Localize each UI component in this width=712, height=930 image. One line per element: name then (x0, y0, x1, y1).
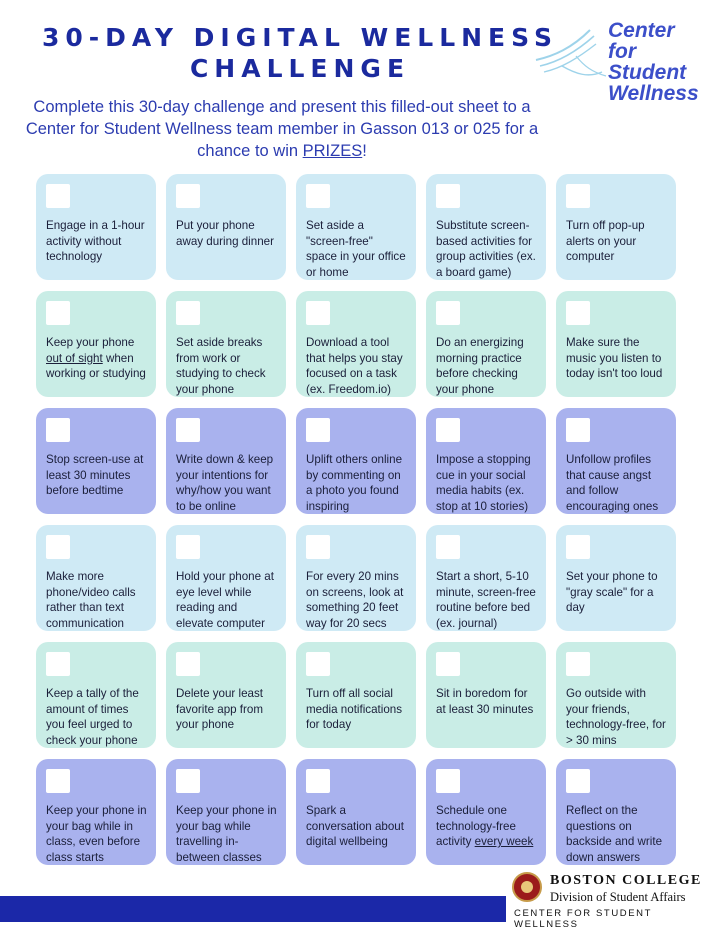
checkbox[interactable] (436, 652, 460, 676)
center-logo (532, 18, 704, 105)
challenge-card (556, 174, 676, 280)
checkbox[interactable] (46, 652, 70, 676)
challenge-text-pre: Sit in boredom for at least 30 minutes (436, 687, 534, 716)
checkbox[interactable] (306, 301, 330, 325)
challenge-card (426, 408, 546, 514)
challenge-card (36, 525, 156, 631)
challenge-text-pre: Substitute screen-based activities for group activities (ex. a board game) (436, 219, 536, 279)
intro-text: Complete this 30-day challenge and present this filled-out sheet to a Center for Student Wellness team member in Gasson 013 or 025 for a chance to win (25, 98, 539, 160)
bird-logo-icon (532, 26, 612, 86)
division-name: Division of Student Affairs (550, 890, 686, 904)
challenge-text-pre: Reflect on the questions on backside and write down answers (566, 804, 663, 864)
challenge-card (166, 525, 286, 631)
checkbox[interactable] (436, 301, 460, 325)
footer-bar (0, 896, 506, 922)
challenge-text (306, 218, 407, 280)
challenge-text-post: when working or studying (46, 351, 146, 381)
challenge-card (296, 174, 416, 280)
challenge-text-pre: Write down & keep your intentions for why/how you want to be online (176, 453, 274, 513)
challenge-card (296, 759, 416, 865)
challenge-card (36, 642, 156, 748)
challenge-grid (36, 174, 676, 865)
challenge-card (166, 291, 286, 397)
challenge-card (36, 408, 156, 514)
challenge-text (436, 335, 537, 397)
challenge-text-pre: Do an energizing morning practice before checking your phone (436, 336, 524, 396)
bc-seal-icon (512, 872, 542, 902)
challenge-text (46, 335, 147, 382)
checkbox[interactable] (436, 769, 460, 793)
challenge-text (306, 335, 407, 397)
checkbox[interactable] (176, 301, 200, 325)
challenge-text (176, 686, 277, 733)
challenge-text-pre: Unfollow profiles that cause angst and follow encouraging ones (566, 453, 659, 513)
challenge-text-pre: Download a tool that helps you stay focused on a task (ex. Freedom.io) (306, 336, 403, 396)
challenge-text-u: every week (474, 835, 534, 849)
challenge-card (556, 291, 676, 397)
challenge-text (436, 803, 537, 850)
challenge-card (166, 759, 286, 865)
challenge-text-pre: Set your phone to "gray scale" for a day (566, 570, 658, 615)
challenge-card (556, 642, 676, 748)
checkbox[interactable] (176, 535, 200, 559)
checkbox[interactable] (306, 769, 330, 793)
intro-end: ! (362, 142, 367, 160)
challenge-text (566, 452, 667, 514)
challenge-text-pre: Engage in a 1-hour activity without technology (46, 219, 145, 264)
checkbox[interactable] (46, 535, 70, 559)
checkbox[interactable] (566, 769, 590, 793)
checkbox[interactable] (436, 184, 460, 208)
challenge-text-pre: Turn off all social media notifications for today (306, 687, 403, 732)
challenge-text (566, 335, 667, 382)
challenge-text-pre: Set aside breaks from work or studying to check your phone (176, 336, 266, 396)
checkbox[interactable] (46, 418, 70, 442)
challenge-text (176, 803, 277, 865)
challenge-card (426, 525, 546, 631)
challenge-text (46, 803, 147, 865)
challenge-card (296, 525, 416, 631)
checkbox[interactable] (306, 652, 330, 676)
center-name: CENTER FOR STUDENT WELLNESS (514, 908, 652, 930)
challenge-card (296, 408, 416, 514)
challenge-text-pre: Make sure the music you listen to today isn't too loud (566, 336, 663, 381)
challenge-text (306, 686, 407, 733)
challenge-text (436, 218, 537, 280)
challenge-text-pre: Keep a tally of the amount of times you feel urged to check your phone (46, 687, 139, 747)
challenge-text (306, 803, 407, 850)
checkbox[interactable] (306, 535, 330, 559)
checkbox[interactable] (176, 184, 200, 208)
checkbox[interactable] (436, 535, 460, 559)
challenge-text-pre: Turn off pop-up alerts on your computer (566, 219, 645, 264)
challenge-text (566, 803, 667, 865)
challenge-text (436, 686, 537, 717)
challenge-text-pre: Put your phone away during dinner (176, 219, 274, 248)
checkbox[interactable] (176, 418, 200, 442)
challenge-card (166, 408, 286, 514)
challenge-card (296, 291, 416, 397)
challenge-text (176, 335, 277, 397)
checkbox[interactable] (176, 652, 200, 676)
challenge-text-u: out of sight (46, 351, 103, 365)
checkbox[interactable] (46, 301, 70, 325)
checkbox[interactable] (306, 184, 330, 208)
checkbox[interactable] (46, 184, 70, 208)
title-line-2: CHALLENGE (189, 54, 411, 83)
challenge-text (176, 569, 277, 631)
challenge-text-pre: Keep your phone in your bag while travelling in-between classes (176, 804, 277, 864)
challenge-text (436, 569, 537, 631)
intro-paragraph (18, 96, 546, 162)
challenge-text-pre: For every 20 mins on screens, look at something 20 feet way for 20 secs (306, 570, 404, 630)
checkbox[interactable] (176, 769, 200, 793)
challenge-text-pre: Uplift others online by commenting on a photo you found inspiring (306, 453, 403, 513)
page-title (40, 22, 560, 84)
challenge-text-pre: Make more phone/video calls rather than text communication (46, 570, 136, 630)
challenge-text (436, 452, 537, 514)
challenge-card (556, 759, 676, 865)
logo-wordmark (608, 20, 704, 104)
logo-line-3: Wellness (608, 82, 699, 105)
challenge-card (556, 525, 676, 631)
challenge-card (166, 174, 286, 280)
challenge-card (426, 759, 546, 865)
checkbox[interactable] (566, 652, 590, 676)
challenge-text (46, 218, 147, 265)
logo-line-2: Student (608, 61, 687, 84)
checkbox[interactable] (566, 535, 590, 559)
challenge-card (556, 408, 676, 514)
challenge-card (426, 642, 546, 748)
boston-college-logo (510, 868, 710, 930)
challenge-text-pre: Keep your phone in your bag while in class, even before class starts (46, 804, 147, 864)
challenge-text-pre: Go outside with your friends, technology-free, for > 30 mins (566, 687, 666, 747)
checkbox[interactable] (566, 418, 590, 442)
challenge-text (306, 452, 407, 514)
school-name: BOSTON COLLEGE (550, 873, 702, 888)
title-line-1: 30-DAY DIGITAL WELLNESS (41, 23, 559, 52)
checkbox[interactable] (566, 301, 590, 325)
challenge-card (36, 759, 156, 865)
checkbox[interactable] (566, 184, 590, 208)
challenge-text-pre: Set aside a "screen-free" space in your office or home (306, 219, 406, 279)
checkbox[interactable] (306, 418, 330, 442)
challenge-text-pre: Schedule one technology-free activity (436, 804, 516, 849)
logo-line-1: Center for (608, 19, 675, 63)
challenge-card (166, 642, 286, 748)
challenge-text (46, 686, 147, 748)
challenge-text (306, 569, 407, 631)
challenge-text (176, 218, 277, 249)
challenge-text-pre: Hold your phone at eye level while reading and elevate computer (176, 570, 274, 630)
challenge-text (566, 218, 667, 265)
challenge-text (566, 569, 667, 616)
checkbox[interactable] (46, 769, 70, 793)
challenge-card (426, 291, 546, 397)
challenge-text-pre: Start a short, 5-10 minute, screen-free routine before bed (ex. journal) (436, 570, 536, 630)
checkbox[interactable] (436, 418, 460, 442)
challenge-card (36, 174, 156, 280)
challenge-text-pre: Stop screen-use at least 30 minutes before bedtime (46, 453, 144, 498)
challenge-text (566, 686, 667, 748)
challenge-text-pre: Delete your least favorite app from your phone (176, 687, 263, 732)
challenge-text-pre: Spark a conversation about digital wellbeing (306, 804, 404, 849)
challenge-text-pre: Impose a stopping cue in your social media habits (ex. stop at 10 stories) (436, 453, 531, 513)
challenge-card (36, 291, 156, 397)
challenge-text-pre: Keep your phone (46, 336, 135, 349)
challenge-text (46, 452, 147, 499)
challenge-card (426, 174, 546, 280)
challenge-card (296, 642, 416, 748)
prizes-link: PRIZES (302, 142, 363, 160)
challenge-text (46, 569, 147, 631)
challenge-text (176, 452, 277, 514)
